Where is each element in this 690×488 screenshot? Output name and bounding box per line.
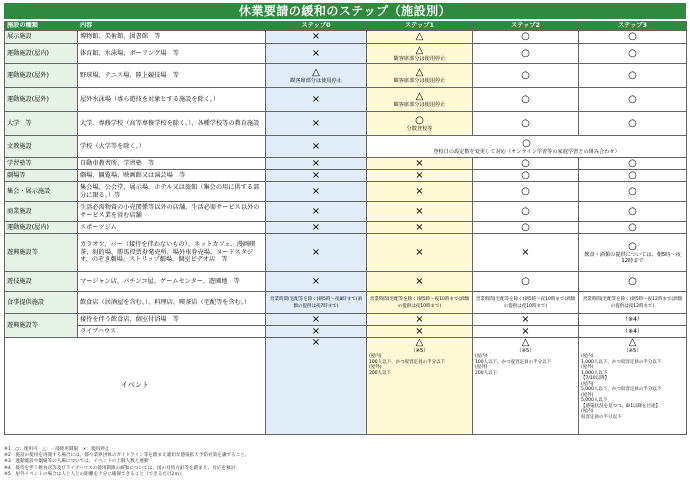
table-row xyxy=(5,88,687,112)
step0-mark: × xyxy=(311,313,321,325)
col-header-content: 内容 xyxy=(78,22,266,31)
steps-table xyxy=(4,21,687,435)
table-row xyxy=(5,112,687,136)
step3-mark: △ xyxy=(628,337,637,348)
event-row xyxy=(5,338,687,435)
table-row xyxy=(5,182,687,202)
facility-type: 運動施設(屋内) xyxy=(5,44,78,64)
col-header-step3: ステップ3 xyxy=(579,22,687,31)
table-row xyxy=(5,44,687,64)
table-row xyxy=(5,64,687,88)
facility-type: 食事提供施設 xyxy=(5,292,78,314)
step1-mark: × xyxy=(415,325,424,337)
facility-type: 展示施設 xyxy=(5,31,78,44)
facility-content: 接待を伴う飲食店、個室付浴場 等 xyxy=(78,314,266,326)
step0-mark: △ xyxy=(312,66,320,78)
table-row xyxy=(5,326,687,338)
facility-type: 劇場等 xyxy=(5,170,78,182)
step3-mark: ○ xyxy=(628,240,637,252)
footnote: ※5 屋外イベントの場合は人と人との距離を十分に確保できること（できるだけ2m）。 xyxy=(4,471,186,477)
page-title: 休業要請の緩和のステップ（施設別） xyxy=(4,3,686,19)
step1-note: 分散登校等 xyxy=(406,125,433,132)
footnotes xyxy=(4,447,686,478)
step3-mark: ○ xyxy=(628,169,637,181)
step1-mark: ○ xyxy=(415,114,424,126)
facility-content: スポーツジム xyxy=(78,222,266,234)
step3-mark: ○ xyxy=(628,205,637,217)
step2-mark: △ xyxy=(521,337,530,348)
step3-mark: ○ xyxy=(628,185,637,197)
step1-note: 観客席部分は使用停止 xyxy=(393,77,446,84)
step3-mark: ○ xyxy=(628,157,637,169)
step1-mark: × xyxy=(415,169,424,181)
facility-content: 体育館、水泳場、ボーリング場 等 xyxy=(78,44,266,64)
col-header-step2: ステップ2 xyxy=(473,22,579,31)
step2-mark: × xyxy=(521,325,530,337)
step1-mark: △ xyxy=(415,90,424,102)
table-row xyxy=(5,158,687,170)
step0-mark: × xyxy=(311,157,321,169)
step1-mark: △ xyxy=(415,337,424,348)
step3-ref: （※5） xyxy=(623,348,642,354)
step1-mark: △ xyxy=(415,44,424,56)
facility-type: 運動施設(屋内) xyxy=(5,222,78,234)
facility-content: 博物館、美術館、図書館 等 xyxy=(78,31,266,44)
step2-mark: ○ xyxy=(522,137,531,149)
step0-mark: × xyxy=(311,337,321,348)
step3-note: (屋内) 1,000人以下、かつ収容定員の半分以下 (屋外) 1,000人以下 【7/10以降】 (屋内) 5,000人以下、かつ収容定員の半分以下 (屋外) 5,000人以下 【感染状況を見つつ、8/1以降を目途】 (屋内) 収容定員の半分以下 xyxy=(581,354,662,420)
step3-mark: ○ xyxy=(628,93,637,105)
facility-content: 生活必需物資の小売関係等以外の店舗、生活必需サービス以外のサービス業を営む店舗 xyxy=(78,202,266,222)
step3-mark: ○ xyxy=(628,221,637,233)
step0-mark: × xyxy=(311,221,321,233)
step0-mark: × xyxy=(311,325,321,337)
step0-mark: × xyxy=(311,185,321,197)
step0-mark: × xyxy=(311,47,321,59)
footnote: ※4 接待を伴う飲食店等及びライブハウスの使用制限の緩和については、国の対処方針等を踏まえ、対応を検討 xyxy=(4,465,236,471)
step2-ref: （※5） xyxy=(516,348,535,354)
step0-mark: × xyxy=(311,246,321,258)
step3-ref: （※4） xyxy=(622,315,643,323)
step2-mark: ○ xyxy=(521,157,530,169)
step3-mark: ○ xyxy=(628,31,637,42)
step0-mark: × xyxy=(311,169,321,181)
facility-content: 学校（大学等を除く。） xyxy=(78,136,266,158)
step3-mark: ○ xyxy=(628,69,637,81)
step2-mark: ○ xyxy=(521,205,530,217)
step2-hours-note: 営業時間(宅配等を除く)朝5時〜夜10時まで(酒類の提供は夜10時まで) xyxy=(475,297,576,309)
step0-mark: × xyxy=(311,31,321,42)
step1-mark: △ xyxy=(415,66,424,78)
step3-mark: ○ xyxy=(628,275,637,287)
step2-mark: ○ xyxy=(521,185,530,197)
step1-hours-note: 営業時間(宅配等を除く)朝5時〜夜10時まで(酒類の提供は夜10時まで) xyxy=(369,297,470,309)
step0-mark: × xyxy=(311,93,321,105)
col-header-step0: ステップ0 xyxy=(266,22,367,31)
col-header-facility: 施設の種類 xyxy=(5,22,78,31)
table-row xyxy=(5,272,687,292)
facility-type: 学習塾等 xyxy=(5,158,78,170)
step1-mark: × xyxy=(415,275,424,287)
facility-content: 集会場、公会堂、展示場、ホテル又は旅館（集会の用に供する部分に限る。）等 xyxy=(78,182,266,202)
footnote: ※1 ○：使用可 △：一部使用制限 ×：使用停止 xyxy=(4,447,110,452)
table-row xyxy=(5,314,687,326)
table-row xyxy=(5,222,687,234)
step2-mark: × xyxy=(521,246,530,258)
facility-type: 運動施設(屋外) xyxy=(5,64,78,88)
step3-note: 飲食・酒類の提供については、朝5時〜夜12時まで xyxy=(584,251,681,264)
step2-mark: ○ xyxy=(521,69,530,81)
facility-content: カラオケ、バー（接待を伴わないもの）、ネットカフェ、漫画喫茶、射的場、勝馬投票券発売所、場外車券売場、ヌードスタジオ、のぞき劇場、ストリップ劇場、個室ビデオ店 等 xyxy=(78,234,266,272)
step1-mark: × xyxy=(415,246,424,258)
step3-mark: ○ xyxy=(628,47,637,59)
step1-mark: × xyxy=(415,221,424,233)
step1-note: (屋内) 100人以下、かつ収容定員の半分以下 (屋外) 200人以下 xyxy=(369,354,446,376)
facility-type: 文教施設 xyxy=(5,136,78,158)
table-row xyxy=(5,234,687,272)
step1-mark: × xyxy=(415,185,424,197)
step2-mark: ○ xyxy=(521,31,530,42)
table-row xyxy=(5,202,687,222)
step1-ref: （※5） xyxy=(410,348,429,354)
step1-mark: × xyxy=(415,205,424,217)
step2-mark: ○ xyxy=(521,169,530,181)
facility-type: 商業施設 xyxy=(5,202,78,222)
facility-content: 野球場、テニス場、陸上競技場 等 xyxy=(78,64,266,88)
col-header-step1: ステップ1 xyxy=(367,22,473,31)
step2-mark: ○ xyxy=(521,221,530,233)
facility-content: 劇場、観覧場、映画館又は演芸場 等 xyxy=(78,170,266,182)
step2-mark: ○ xyxy=(521,275,530,287)
table-row xyxy=(5,292,687,314)
facility-content: 大学、専修学校（高等専修学校を除く。）、各種学校等の教育施設 xyxy=(78,112,266,136)
facility-type: 遊技施設 xyxy=(5,272,78,292)
header-row xyxy=(5,22,687,31)
step0-mark: × xyxy=(311,117,321,129)
table-row xyxy=(5,170,687,182)
facility-content: ライブハウス xyxy=(78,326,266,338)
facility-type: 運動施設(屋外) xyxy=(5,88,78,112)
step0-mark: × xyxy=(311,205,321,217)
step1-mark: △ xyxy=(415,31,424,42)
step0-note: 観客席部分は使用停止 xyxy=(290,77,342,84)
step2-mark: ○ xyxy=(521,47,530,59)
table-row xyxy=(5,31,687,44)
step3-mark: ○ xyxy=(628,117,637,129)
school-note: 登校日の設定数を変更して対応（オンライン学習等の家庭学習との組み合わせ） xyxy=(433,148,620,155)
step3-hours-note: 営業時間(宅配等を除く)朝5時〜夜12時まで(酒類の提供は夜12時まで) xyxy=(582,297,683,309)
step1-note: 観客席部分は使用停止 xyxy=(393,55,446,62)
step2-mark: ○ xyxy=(521,117,530,129)
table-row xyxy=(5,136,687,158)
step0-mark: × xyxy=(311,140,321,152)
footnote: ※3 運動施設や劇場等の入場については、イベントの上限人数と連動 xyxy=(4,459,149,465)
facility-type: 遊興施設等 xyxy=(5,314,78,338)
step1-note: 観客席部分は使用停止 xyxy=(393,101,446,108)
facility-content: 屋外水泳場（専ら遊技を対象とする施設を除く。） xyxy=(78,88,266,112)
footnote: ※2 施設の使用を再開する場合には、都や業界団体のガイドライン等を踏まえ適切な感染拡大予防対策を講ずること。 xyxy=(4,453,250,459)
step2-mark: ○ xyxy=(521,93,530,105)
facility-type: 集会・展示施設 xyxy=(5,182,78,202)
step2-mark: × xyxy=(521,313,530,325)
event-label: イベント xyxy=(5,338,266,435)
step0-hours-note: 営業時間(宅配等を除く)朝5時〜夜8時まで(酒類の提供は夜7時まで) xyxy=(270,297,362,309)
facility-content: マージャン店、パチンコ屋、ゲームセンター、遊園地 等 xyxy=(78,272,266,292)
facility-type: 遊興施設等 xyxy=(5,234,78,272)
step0-mark: × xyxy=(311,275,321,287)
facility-content: 自動車教習所、学習塾 等 xyxy=(78,158,266,170)
step3-ref: （※4） xyxy=(622,327,643,335)
facility-content: 飲食店（居酒屋を含む。）、料理店、喫茶店（宅配等を含む。） xyxy=(78,292,266,314)
step1-mark: × xyxy=(415,313,424,325)
facility-type: 大学 等 xyxy=(5,112,78,136)
step2-note: (屋内) 100人以下、かつ収容定員の半分以下 (屋外) 200人以下 xyxy=(475,354,552,376)
step1-mark: × xyxy=(415,157,424,169)
